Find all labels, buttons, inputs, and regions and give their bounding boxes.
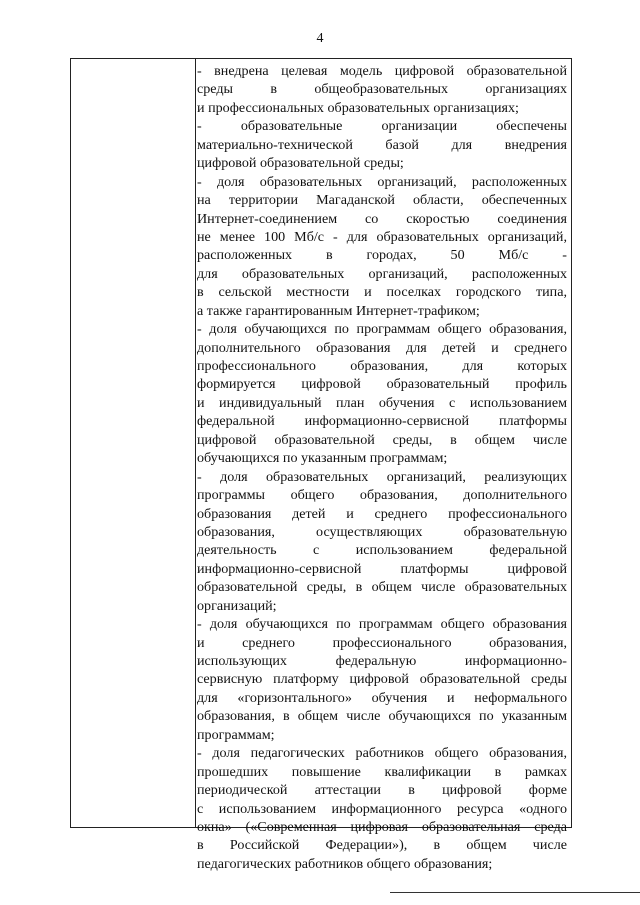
- text-line: использующих федеральную информационно-: [197, 653, 567, 669]
- text-line: прошедших повышение квалификации в рамках: [197, 763, 567, 780]
- text-line: - доля образовательных организаций, расположенных: [197, 173, 567, 190]
- text-line: программам;: [197, 726, 275, 743]
- text-line: и профессиональных образовательных организациях;: [197, 99, 519, 116]
- text-line: - доля образовательных организаций, реализующих: [197, 468, 567, 485]
- text-line: - доля обучающихся по программам общего образования,: [197, 321, 567, 338]
- text-line: для «горизонтального» обучения и неформального: [197, 689, 567, 706]
- text-line: на территории Магаданской области, обеспеченных: [197, 192, 567, 209]
- text-line: - доля обучающихся по программам общего образования: [197, 616, 567, 633]
- text-line: дополнительного образования для детей и среднего: [197, 339, 567, 356]
- text-line: цифровой образовательной среды, в общем числе: [197, 431, 567, 448]
- text-line: профессионального образования, для которых: [197, 358, 567, 374]
- text-line: окна» («Современная цифровая образовательная среда: [197, 818, 567, 835]
- text-line: в Российской Федерации»), в общем числе: [197, 837, 567, 854]
- text-line: для образовательных организаций, расположенных: [197, 265, 567, 282]
- text-line: обучающихся по указанным программам;: [197, 450, 448, 467]
- text-line: образования, осуществляющих образовательную: [197, 523, 567, 540]
- text-line: информационно-сервисной платформы цифровой: [197, 560, 567, 577]
- text-line: формируется цифровой образовательный профиль: [197, 376, 567, 393]
- text-line: не менее 100 Мб/с - для образовательных организаций,: [197, 228, 567, 245]
- text-line: а также гарантированным Интернет-трафиком;: [197, 302, 480, 319]
- text-line: - внедрена целевая модель цифровой образовательной: [197, 63, 567, 79]
- text-line: материально-технической базой для внедрения: [197, 136, 567, 153]
- table-right-cell: [197, 59, 567, 873]
- bottom-divider: [390, 892, 640, 893]
- text-line: - образовательные организации обеспечены: [197, 118, 567, 135]
- text-line: педагогических работников общего образования;: [197, 855, 493, 872]
- text-line: образования детей и среднего профессионального: [197, 505, 567, 522]
- text-line: федеральной информационно-сервисной платформы: [197, 413, 567, 430]
- text-line: цифровой образовательной среды;: [197, 155, 404, 172]
- text-line: среды в общеобразовательных организациях: [197, 81, 567, 98]
- page-number: 4: [316, 31, 324, 46]
- text-line: в сельской местности и поселках городского типа,: [197, 284, 567, 301]
- table-left-cell: [71, 59, 196, 827]
- text-line: организаций;: [197, 597, 277, 614]
- text-line: образовательной среды, в общем числе образовательных: [197, 579, 567, 596]
- document-table: [70, 58, 572, 872]
- text-line: образования, в общем числе обучающихся по указанным: [197, 708, 567, 725]
- text-line: расположенных в городах, 50 Мб/с -: [197, 247, 567, 264]
- text-line: программы общего образования, дополнительного: [197, 487, 567, 504]
- text-line: периодической аттестации в цифровой форме: [197, 782, 567, 799]
- text-line: деятельность с использованием федеральной: [197, 542, 567, 559]
- text-line: - доля педагогических работников общего образования,: [197, 745, 567, 762]
- text-line: и среднего профессионального образования,: [197, 634, 567, 651]
- text-line: и индивидуальный план обучения с использованием: [197, 394, 567, 411]
- text-line: Интернет-соединением со скоростью соединения: [197, 210, 567, 227]
- text-line: сервисную платформу цифровой образовательной среды: [197, 671, 567, 688]
- text-line: с использованием информационного ресурса «одного: [197, 800, 567, 817]
